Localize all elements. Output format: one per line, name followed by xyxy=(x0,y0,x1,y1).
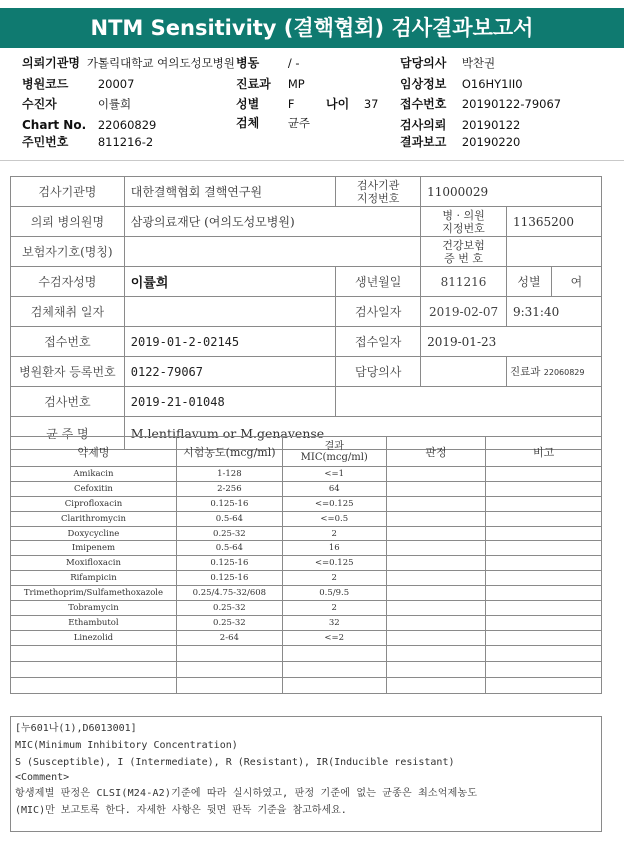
header-label: Chart No. xyxy=(22,118,87,132)
test-concentration: 2-256 xyxy=(176,481,282,496)
hospital-code-value: 20007 xyxy=(97,77,135,91)
note-cell xyxy=(486,541,602,556)
info-label: 담당의사 xyxy=(336,357,421,387)
empty-cell xyxy=(176,661,282,677)
info-label: 수검자성명 xyxy=(11,267,125,297)
note-cell xyxy=(486,571,602,586)
empty-cell xyxy=(336,387,602,417)
drug-name: Moxifloxacin xyxy=(11,556,177,571)
drug-name: Ethambutol xyxy=(11,615,177,630)
note-cell xyxy=(486,511,602,526)
header-left-4 xyxy=(22,117,156,134)
info-label: 접수일자 xyxy=(336,327,421,357)
mic-value: <=1 xyxy=(282,467,386,482)
institution-code: 11000029 xyxy=(421,177,602,207)
info-label: 보험자기호(명칭) xyxy=(11,237,125,267)
info-label: 건강보험 증 번 호 xyxy=(421,237,507,267)
mic-definition: MIC(Minimum Inhibitory Concentration) xyxy=(15,740,238,751)
empty-cell xyxy=(282,677,386,693)
drug-name: Trimethoprim/Sulfamethoxazole xyxy=(11,586,177,601)
institution-name: 대한결핵협회 결핵연구원 xyxy=(124,177,336,207)
judgement-cell xyxy=(386,526,486,541)
result-row xyxy=(11,511,602,526)
empty-cell xyxy=(282,661,386,677)
report-title: NTM Sensitivity (결핵협회) 검사결과보고서 xyxy=(0,8,624,48)
info-label: 검사일자 xyxy=(336,297,421,327)
header-mid-3 xyxy=(236,96,294,113)
column-header-judgement: 판정 xyxy=(386,437,486,467)
note-cell xyxy=(486,467,602,482)
sex-value: F xyxy=(287,97,295,111)
clinical-info-value: O16HY1II0 xyxy=(461,77,523,91)
header-divider xyxy=(0,160,624,161)
judgement-cell xyxy=(386,496,486,511)
header-label: 진료과 xyxy=(236,77,271,91)
header-label: 접수번호 xyxy=(400,97,447,111)
info-label: 균 주 명 xyxy=(11,417,125,450)
judgement-cell xyxy=(386,481,486,496)
judgement-cell xyxy=(386,511,486,526)
note-cell xyxy=(486,630,602,645)
result-row xyxy=(11,571,602,586)
exam-number: 2019-21-01048 xyxy=(124,387,336,417)
institution-value: 가톨릭대학교 여의도성모병원 xyxy=(86,56,235,70)
judgement-cell xyxy=(386,467,486,482)
note-cell xyxy=(486,556,602,571)
sensitivity-results-table xyxy=(10,436,602,694)
empty-cell xyxy=(282,645,386,661)
header-left-3 xyxy=(22,96,131,113)
info-label: 검사기관명 xyxy=(11,177,125,207)
judgement-cell xyxy=(386,601,486,616)
receipt-number: 2019-01-2-02145 xyxy=(124,327,336,357)
collection-date xyxy=(124,297,336,327)
column-header-concentration: 시험농도(mcg/ml) xyxy=(176,437,282,467)
report-info-table xyxy=(10,176,602,450)
patient-name-value: 이률희 xyxy=(97,97,132,111)
requesting-hospital-code: 11365200 xyxy=(506,207,601,237)
empty-row xyxy=(11,661,602,677)
test-concentration: 0.125-16 xyxy=(176,496,282,511)
info-label: 성별 xyxy=(506,267,551,297)
age-value: 37 xyxy=(363,97,379,111)
empty-cell xyxy=(176,677,282,693)
header-mid-4 xyxy=(236,115,310,132)
result-row xyxy=(11,526,602,541)
test-date: 2019-02-07 xyxy=(421,297,507,327)
header-label: 담당의사 xyxy=(400,56,447,70)
note-cell xyxy=(486,615,602,630)
department-code: 22060829 xyxy=(543,368,585,377)
header-label: 수진자 xyxy=(22,97,57,111)
test-concentration: 0.5-64 xyxy=(176,511,282,526)
drug-name: Linezolid xyxy=(11,630,177,645)
mic-value: 2 xyxy=(282,601,386,616)
info-label: 의뢰 병의원명 xyxy=(11,207,125,237)
empty-cell xyxy=(486,645,602,661)
info-label: 병원환자 등록번호 xyxy=(11,357,125,387)
judgement-cell xyxy=(386,571,486,586)
header-right-5 xyxy=(400,134,520,151)
empty-cell xyxy=(176,645,282,661)
receipt-no-value: 20190122-79067 xyxy=(461,97,562,111)
mic-value: <=0.5 xyxy=(282,511,386,526)
department-cell: 진료과 22060829 xyxy=(506,357,601,387)
drug-name: Ciprofloxacin xyxy=(11,496,177,511)
empty-cell xyxy=(11,677,177,693)
result-row xyxy=(11,586,602,601)
mic-value: <=0.125 xyxy=(282,496,386,511)
test-concentration: 0.5-64 xyxy=(176,541,282,556)
header-label: 의뢰기관명 xyxy=(22,56,80,70)
column-header-note: 비고 xyxy=(486,437,602,467)
date-of-birth: 811216 xyxy=(421,267,507,297)
mic-value: <=2 xyxy=(282,630,386,645)
column-header-drug: 약제명 xyxy=(11,437,177,467)
column-header-mic: 결과 MIC(mcg/ml) xyxy=(282,437,386,467)
empty-cell xyxy=(386,677,486,693)
header-label: 병원코드 xyxy=(22,77,69,91)
strain-name: M.lentiflavum or M.genavense xyxy=(124,417,601,450)
note-cell xyxy=(486,526,602,541)
judgement-cell xyxy=(386,586,486,601)
insurer-value xyxy=(124,237,420,267)
resident-no-value: 811216-2 xyxy=(97,135,154,149)
test-concentration: 0.25-32 xyxy=(176,526,282,541)
empty-row xyxy=(11,677,602,693)
ward-value: / - xyxy=(287,56,300,70)
result-row xyxy=(11,601,602,616)
header-label: 주민번호 xyxy=(22,135,69,149)
header-mid-1 xyxy=(236,55,300,72)
header-left-5 xyxy=(22,134,153,151)
mic-value: 64 xyxy=(282,481,386,496)
info-label: 검체채취 일자 xyxy=(11,297,125,327)
drug-name: Imipenem xyxy=(11,541,177,556)
result-row xyxy=(11,630,602,645)
header-label: 결과보고 xyxy=(400,135,447,149)
header-left-2 xyxy=(22,76,134,93)
result-row xyxy=(11,541,602,556)
info-label: 검사기관 지정번호 xyxy=(336,177,421,207)
note-cell xyxy=(486,586,602,601)
drug-name: Amikacin xyxy=(11,467,177,482)
insurance-no-value xyxy=(506,237,601,267)
judgement-cell xyxy=(386,630,486,645)
header-label: 검사의뢰 xyxy=(400,118,447,132)
requesting-hospital: 삼광의료재단 (여의도성모병원) xyxy=(124,207,420,237)
test-concentration: 1-128 xyxy=(176,467,282,482)
header-label: 성별 xyxy=(236,97,260,111)
receipt-date: 2019-01-23 xyxy=(421,327,602,357)
test-concentration: 0.125-16 xyxy=(176,571,282,586)
info-label: 병 · 의원 지정번호 xyxy=(421,207,507,237)
header-right-1 xyxy=(400,55,495,72)
chart-no-value: 22060829 xyxy=(97,118,157,132)
drug-name: Doxycycline xyxy=(11,526,177,541)
test-concentration: 0.25-32 xyxy=(176,601,282,616)
request-date-value: 20190122 xyxy=(461,118,521,132)
mic-value: <=0.125 xyxy=(282,556,386,571)
empty-row xyxy=(11,645,602,661)
note-cell xyxy=(486,601,602,616)
mic-value: 32 xyxy=(282,615,386,630)
doctor-value: 박찬권 xyxy=(461,56,496,70)
info-label: 검사번호 xyxy=(11,387,125,417)
specimen-value: 균주 xyxy=(287,116,311,130)
comment-heading: <Comment> xyxy=(15,772,70,783)
test-concentration: 0.25-32 xyxy=(176,615,282,630)
judgement-cell xyxy=(386,541,486,556)
test-concentration: 2-64 xyxy=(176,630,282,645)
drug-name: Cefoxitin xyxy=(11,481,177,496)
judgement-cell xyxy=(386,556,486,571)
registration-number: 0122-79067 xyxy=(124,357,336,387)
header-left-1 xyxy=(22,55,235,72)
patient-name: 이률희 xyxy=(124,267,336,297)
header-label: 검체 xyxy=(236,116,260,130)
empty-cell xyxy=(11,661,177,677)
drug-name: Rifampicin xyxy=(11,571,177,586)
note-cell xyxy=(486,481,602,496)
empty-cell xyxy=(486,661,602,677)
result-row xyxy=(11,467,602,482)
header-label: 병동 xyxy=(236,56,260,70)
sir-definition: S (Susceptible), I (Intermediate), R (Resistant), IR(Inducible resistant) xyxy=(15,757,455,768)
test-concentration: 0.125-16 xyxy=(176,556,282,571)
header-right-3 xyxy=(400,96,561,113)
mic-value: 2 xyxy=(282,526,386,541)
doctor-value xyxy=(421,357,507,387)
empty-cell xyxy=(11,645,177,661)
comment-line-2: (MIC)만 보고토록 한다. 자세한 사항은 뒷면 판독 기준을 참고하세요. xyxy=(15,805,347,816)
department-value: MP xyxy=(287,77,305,91)
header-right-4 xyxy=(400,117,520,134)
test-time: 9:31:40 xyxy=(506,297,601,327)
results-body xyxy=(11,467,602,694)
note-cell xyxy=(486,496,602,511)
comment-box xyxy=(10,716,602,832)
result-row xyxy=(11,481,602,496)
result-row xyxy=(11,556,602,571)
mic-value: 16 xyxy=(282,541,386,556)
info-label: 접수번호 xyxy=(11,327,125,357)
empty-cell xyxy=(486,677,602,693)
empty-cell xyxy=(386,661,486,677)
result-row xyxy=(11,615,602,630)
header-right-2 xyxy=(400,76,523,93)
header-age xyxy=(326,96,378,113)
report-code: [누601나(1),D6013001] xyxy=(15,723,137,734)
drug-name: Tobramycin xyxy=(11,601,177,616)
mic-value: 0.5/9.5 xyxy=(282,586,386,601)
judgement-cell xyxy=(386,615,486,630)
patient-sex: 여 xyxy=(551,267,601,297)
info-label: 생년월일 xyxy=(336,267,421,297)
report-date-value: 20190220 xyxy=(461,135,521,149)
test-concentration: 0.25/4.75-32/608 xyxy=(176,586,282,601)
header-label: 나이 xyxy=(326,97,350,111)
header-mid-2 xyxy=(236,76,305,93)
empty-cell xyxy=(386,645,486,661)
header-label: 임상정보 xyxy=(400,77,447,91)
comment-line-1: 항생제별 판정은 CLSI(M24-A2)기준에 따라 실시하였고, 판정 기준에 없는 균종은 최소억제농도 xyxy=(15,788,478,799)
result-row xyxy=(11,496,602,511)
drug-name: Clarithromycin xyxy=(11,511,177,526)
mic-value: 2 xyxy=(282,571,386,586)
